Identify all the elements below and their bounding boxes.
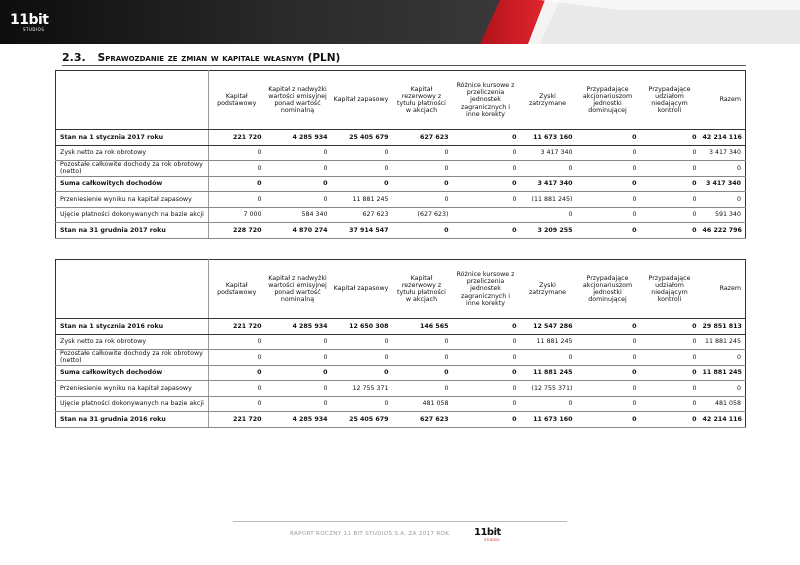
table-cell: 0 xyxy=(576,381,640,397)
table-cell: 221 720 xyxy=(209,319,265,335)
table-cell: 0 xyxy=(576,130,640,146)
column-header: Różnice kursowe z przeliczenia jednostek zagranicznych i inne korekty xyxy=(452,260,520,319)
table-cell: 0 xyxy=(576,350,640,366)
page-header xyxy=(0,0,800,44)
table-cell: 42 214 116 xyxy=(700,130,746,146)
table-cell: 627 623 xyxy=(331,207,392,223)
row-label: Przeniesienie wyniku na kapitał zapasowy xyxy=(56,192,209,208)
table-cell: 0 xyxy=(452,365,520,381)
table-cell: 0 xyxy=(520,161,576,177)
logo-wordmark: 11bit xyxy=(10,12,49,28)
table-cell: 11 881 245 xyxy=(520,334,576,350)
table-cell: 0 xyxy=(452,192,520,208)
table-cell: 25 405 679 xyxy=(331,130,392,146)
table-cell: 0 xyxy=(452,334,520,350)
row-label: Pozostałe całkowite dochody za rok obrotowy (netto) xyxy=(56,350,209,366)
row-label: Pozostałe całkowite dochody za rok obrotowy (netto) xyxy=(56,161,209,177)
table-cell: 0 xyxy=(452,412,520,428)
table-cell: 0 xyxy=(576,223,640,239)
table-row xyxy=(56,365,746,381)
row-label: Zysk netto za rok obrotowy xyxy=(56,334,209,350)
table-cell: 481 058 xyxy=(392,396,452,412)
column-header: Kapitał podstawowy xyxy=(209,260,265,319)
table-cell: 0 xyxy=(392,192,452,208)
table-cell: 0 xyxy=(265,381,331,397)
table-cell: 0 xyxy=(452,396,520,412)
table-row xyxy=(56,334,746,350)
equity-changes-table-2016 xyxy=(55,259,746,428)
table-cell: 0 xyxy=(331,161,392,177)
table-cell: 146 565 xyxy=(392,319,452,335)
table-row xyxy=(56,176,746,192)
table-cell: 481 058 xyxy=(700,396,746,412)
footer-text: RAPORT ROCZNY 11 BIT STUDIOS S.A. ZA 2017 ROK xyxy=(290,531,450,537)
table-cell: 0 xyxy=(265,161,331,177)
table-cell: 0 xyxy=(640,192,700,208)
table-row xyxy=(56,192,746,208)
table-cell: 0 xyxy=(452,223,520,239)
table-cell: 0 xyxy=(640,207,700,223)
row-label: Stan na 31 grudnia 2017 roku xyxy=(56,223,209,239)
table-header xyxy=(56,71,746,130)
table-cell: 221 720 xyxy=(209,130,265,146)
column-header: Kapitał rezerwowy z tytułu płatności w akcjach xyxy=(392,71,452,130)
company-logo xyxy=(10,13,54,35)
header-background xyxy=(0,0,800,44)
column-header: Przypadające udziałom niedającym kontroli xyxy=(640,71,700,130)
table-cell: 0 xyxy=(331,145,392,161)
table-cell: 0 xyxy=(576,145,640,161)
table-cell: 0 xyxy=(640,334,700,350)
table-cell: 3 417 340 xyxy=(700,176,746,192)
table-body xyxy=(56,130,746,239)
table-cell: 0 xyxy=(520,396,576,412)
table-cell: 4 870 274 xyxy=(265,223,331,239)
table-cell: 0 xyxy=(640,223,700,239)
table-row xyxy=(56,381,746,397)
logo-subtext: STUDIOS xyxy=(23,27,45,32)
table-cell: 0 xyxy=(209,192,265,208)
table-cell: 0 xyxy=(520,350,576,366)
table-cell: 0 xyxy=(452,350,520,366)
row-label: Stan na 1 stycznia 2016 roku xyxy=(56,319,209,335)
table-row xyxy=(56,350,746,366)
row-label: Stan na 1 stycznia 2017 roku xyxy=(56,130,209,146)
table-cell: 0 xyxy=(452,161,520,177)
table-cell: 0 xyxy=(576,207,640,223)
table-row xyxy=(56,145,746,161)
table-cell: 0 xyxy=(640,350,700,366)
table-cell: 584 340 xyxy=(265,207,331,223)
column-header: Kapitał z nadwyżki wartości emisyjnej ponad wartość nominalną xyxy=(265,71,331,130)
table-cell: 0 xyxy=(700,192,746,208)
column-header: Kapitał zapasowy xyxy=(331,71,392,130)
row-label: Suma całkowitych dochodów xyxy=(56,176,209,192)
table-cell: 3 417 340 xyxy=(700,145,746,161)
table-cell: 4 285 934 xyxy=(265,130,331,146)
table-cell: 627 623 xyxy=(392,130,452,146)
table-cell: 0 xyxy=(576,396,640,412)
row-label: Stan na 31 grudnia 2016 roku xyxy=(56,412,209,428)
table-cell: 0 xyxy=(209,145,265,161)
table-cell: 0 xyxy=(640,365,700,381)
table-cell: 0 xyxy=(452,319,520,335)
table-cell: 0 xyxy=(576,192,640,208)
table-row xyxy=(56,207,746,223)
table-cell xyxy=(452,207,520,223)
table-cell: 0 xyxy=(640,396,700,412)
table-cell: 42 214 116 xyxy=(700,412,746,428)
table-cell: 0 xyxy=(209,176,265,192)
table-cell: 3 417 340 xyxy=(520,176,576,192)
table-cell: 0 xyxy=(700,161,746,177)
row-label: Suma całkowitych dochodów xyxy=(56,365,209,381)
table-cell: 46 222 796 xyxy=(700,223,746,239)
table-cell: 0 xyxy=(392,223,452,239)
table-cell: (12 755 371) xyxy=(520,381,576,397)
column-header: Kapitał z nadwyżki wartości emisyjnej ponad wartość nominalną xyxy=(265,260,331,319)
table-cell: 25 405 679 xyxy=(331,412,392,428)
table-cell: 4 285 934 xyxy=(265,319,331,335)
section-unit: (PLN) xyxy=(307,52,341,64)
table-cell: 0 xyxy=(209,396,265,412)
row-label: Przeniesienie wyniku na kapitał zapasowy xyxy=(56,381,209,397)
header-row xyxy=(56,71,746,130)
table-body xyxy=(56,319,746,428)
section-number: 2.3. xyxy=(62,51,86,64)
column-header: Kapitał zapasowy xyxy=(331,260,392,319)
table-cell: 228 720 xyxy=(209,223,265,239)
table-cell: 0 xyxy=(640,161,700,177)
table-cell: 0 xyxy=(209,161,265,177)
table-cell: 0 xyxy=(640,130,700,146)
footer-divider xyxy=(233,521,567,522)
table-cell: 0 xyxy=(209,365,265,381)
table-cell: 0 xyxy=(392,334,452,350)
table-cell: 0 xyxy=(392,381,452,397)
table-cell: 0 xyxy=(576,412,640,428)
table-cell: 0 xyxy=(700,381,746,397)
table-cell: 0 xyxy=(392,350,452,366)
table-cell: 627 623 xyxy=(392,412,452,428)
table-cell: 7 000 xyxy=(209,207,265,223)
column-header: Przypadające akcjonariuszom jednostki dominującej xyxy=(576,71,640,130)
column-header: Przypadające akcjonariuszom jednostki dominującej xyxy=(576,260,640,319)
table-cell: 4 285 934 xyxy=(265,412,331,428)
footer-logo xyxy=(474,528,502,546)
column-header-label xyxy=(56,71,209,130)
table-cell: 221 720 xyxy=(209,412,265,428)
table-cell: 11 881 245 xyxy=(700,365,746,381)
table-cell: 0 xyxy=(576,176,640,192)
column-header: Razem xyxy=(700,71,746,130)
table-cell: (627 623) xyxy=(392,207,452,223)
row-label: Zysk netto za rok obrotowy xyxy=(56,145,209,161)
table-cell: 0 xyxy=(640,145,700,161)
header-row xyxy=(56,260,746,319)
table-cell: 0 xyxy=(392,365,452,381)
column-header: Zyski zatrzymane xyxy=(520,260,576,319)
table-cell: 0 xyxy=(640,319,700,335)
table-cell: 0 xyxy=(265,176,331,192)
column-header: Kapitał podstawowy xyxy=(209,71,265,130)
table-cell: 0 xyxy=(640,381,700,397)
table-cell: 3 209 255 xyxy=(520,223,576,239)
table-cell: 0 xyxy=(265,145,331,161)
column-header: Różnice kursowe z przeliczenia jednostek zagranicznych i inne korekty xyxy=(452,71,520,130)
section-title xyxy=(62,51,340,64)
table-cell: 37 914 547 xyxy=(331,223,392,239)
table-cell: 0 xyxy=(331,176,392,192)
table-row xyxy=(56,396,746,412)
table-cell: 0 xyxy=(331,334,392,350)
table-header xyxy=(56,260,746,319)
table-row xyxy=(56,412,746,428)
row-label: Ujęcie płatności dokonywanych na bazie akcji xyxy=(56,396,209,412)
table-cell: 0 xyxy=(265,334,331,350)
table-cell: 3 417 340 xyxy=(520,145,576,161)
table-cell: 0 xyxy=(452,176,520,192)
table-cell: 0 xyxy=(392,161,452,177)
table-cell: 0 xyxy=(265,365,331,381)
table-cell: 0 xyxy=(331,350,392,366)
table-cell: 0 xyxy=(209,381,265,397)
table-cell: 0 xyxy=(265,192,331,208)
table-cell: 12 755 371 xyxy=(331,381,392,397)
row-label: Ujęcie płatności dokonywanych na bazie akcji xyxy=(56,207,209,223)
column-header: Kapitał rezerwowy z tytułu płatności w akcjach xyxy=(392,260,452,319)
table-cell: 11 673 160 xyxy=(520,412,576,428)
table-cell: 0 xyxy=(640,176,700,192)
column-header: Zyski zatrzymane xyxy=(520,71,576,130)
table-cell: 591 340 xyxy=(700,207,746,223)
table-cell: 0 xyxy=(452,145,520,161)
table-cell: 0 xyxy=(209,350,265,366)
table-cell: 0 xyxy=(452,381,520,397)
table-cell: 0 xyxy=(452,130,520,146)
table-cell: 0 xyxy=(700,350,746,366)
table-cell: 0 xyxy=(640,412,700,428)
table-cell: 12 547 286 xyxy=(520,319,576,335)
table-row xyxy=(56,161,746,177)
table-cell: 11 881 245 xyxy=(331,192,392,208)
table-cell: 0 xyxy=(331,396,392,412)
column-header-label xyxy=(56,260,209,319)
title-divider xyxy=(62,65,746,66)
table-cell: 11 673 160 xyxy=(520,130,576,146)
table-cell: 0 xyxy=(331,365,392,381)
table-cell: 12 650 308 xyxy=(331,319,392,335)
equity-changes-table-2017 xyxy=(55,70,746,239)
table-row xyxy=(56,223,746,239)
table-cell: 0 xyxy=(576,334,640,350)
table-cell: (11 881 245) xyxy=(520,192,576,208)
table-cell: 11 881 245 xyxy=(520,365,576,381)
table-cell: 0 xyxy=(520,207,576,223)
table-cell: 0 xyxy=(576,365,640,381)
footer-logo-wordmark: 11bit xyxy=(474,527,501,538)
footer-logo-subtext: STUDIOS xyxy=(484,538,500,542)
section-title-text: Sprawozdanie ze zmian w kapitale własnym xyxy=(97,52,304,64)
table-cell: 0 xyxy=(576,319,640,335)
table-cell: 0 xyxy=(209,334,265,350)
table-cell: 0 xyxy=(392,145,452,161)
table-cell: 0 xyxy=(265,350,331,366)
table-cell: 11 881 245 xyxy=(700,334,746,350)
column-header: Przypadające udziałom niedającym kontroli xyxy=(640,260,700,319)
table-cell: 0 xyxy=(392,176,452,192)
column-header: Razem xyxy=(700,260,746,319)
table-row xyxy=(56,319,746,335)
table-cell: 0 xyxy=(576,161,640,177)
table-cell: 29 851 813 xyxy=(700,319,746,335)
table-cell: 0 xyxy=(265,396,331,412)
table-row xyxy=(56,130,746,146)
